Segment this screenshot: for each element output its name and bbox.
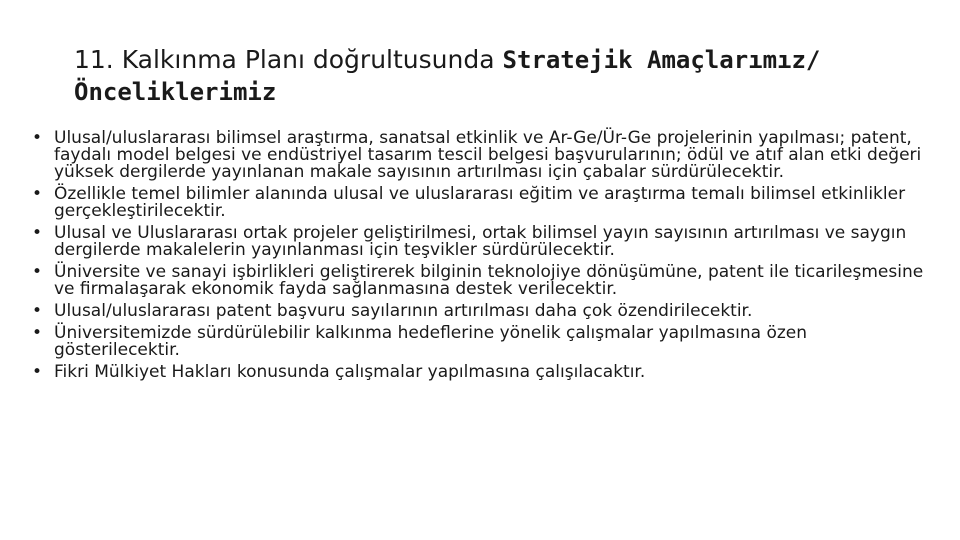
- bullet-dot-icon: •: [32, 128, 43, 148]
- bullet-item: [30, 186, 935, 220]
- bullet-item: [30, 264, 935, 298]
- slide-title: [74, 44, 894, 108]
- bullet-dot-icon: •: [32, 262, 43, 282]
- bullet-item: [30, 364, 935, 381]
- bullet-item: [30, 325, 935, 359]
- slide-title-part2: Stratejik Amaçlarımız/Önceliklerimiz: [74, 46, 821, 106]
- bullet-text: Özellikle temel bilimler alanında ulusal ve uluslararası eğitim ve araştırma temalı bilimsel etkinlikler gerçekleştirilecektir.: [54, 184, 906, 221]
- bullet-dot-icon: •: [32, 362, 43, 382]
- bullet-dot-icon: •: [32, 323, 43, 343]
- bullet-text: Ulusal/uluslararası patent başvuru sayılarının artırılması daha çok özendirilecektir.: [54, 301, 753, 321]
- bullet-item: [30, 225, 935, 259]
- bullet-dot-icon: •: [32, 184, 43, 204]
- bullet-item: [30, 130, 935, 181]
- bullet-list: [30, 130, 935, 386]
- bullet-item: [30, 303, 935, 320]
- bullet-text: Üniversite ve sanayi işbirlikleri geliştirerek bilginin teknolojiye dönüşümüne, patent ile ticarileşmesine ve firmalaşarak ekonomik fayda sağlanmasına destek verilecektir.: [54, 262, 924, 299]
- slide-title-part1: 11. Kalkınma Planı doğrultusunda: [74, 45, 503, 74]
- bullet-text: Ulusal ve Uluslararası ortak projeler geliştirilmesi, ortak bilimsel yayın sayısının artırılması ve saygın dergilerde makalelerin yayınlanması için teşvikler sürdürülecektir.: [54, 223, 907, 260]
- bullet-dot-icon: •: [32, 301, 43, 321]
- bullet-text: Fikri Mülkiyet Hakları konusunda çalışmalar yapılmasına çalışılacaktır.: [54, 362, 646, 382]
- bullet-dot-icon: •: [32, 223, 43, 243]
- bullet-text: Ulusal/uluslararası bilimsel araştırma, sanatsal etkinlik ve Ar-Ge/Ür-Ge projelerinin yapılması; patent, faydalı model belgesi ve endüstriyel tasarım tescil belgesi başvurularının; ödül ve atıf alan etki değeri yüksek dergilerde yayınlanan makale sayısının artırılması için çabalar sürdürülecektir.: [54, 128, 922, 182]
- bullet-text: Üniversitemizde sürdürülebilir kalkınma hedeflerine yönelik çalışmalar yapılmasına özen gösterilecektir.: [54, 323, 808, 360]
